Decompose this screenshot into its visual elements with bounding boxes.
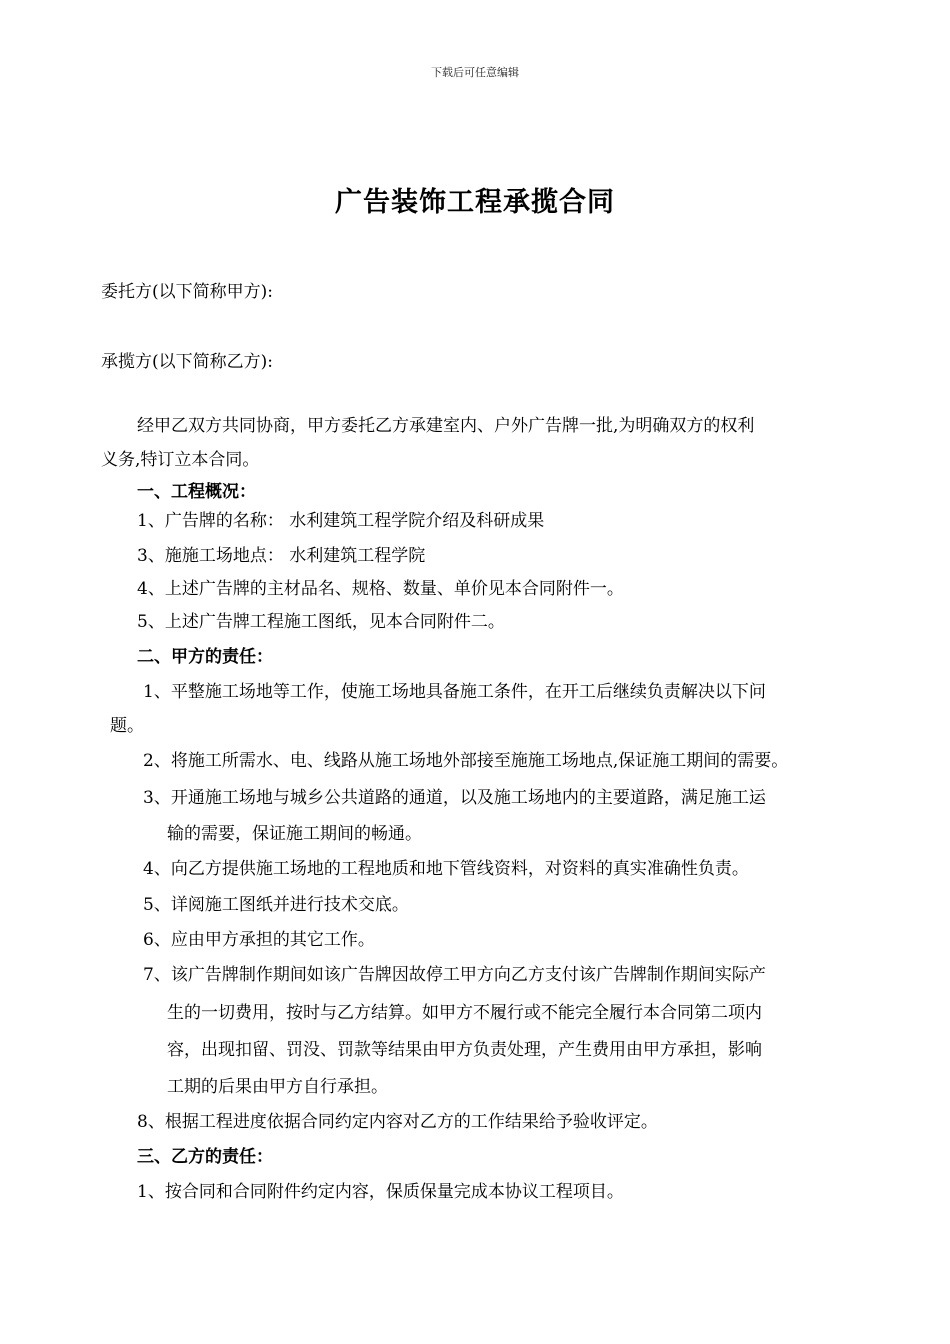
- section2-item-2: 2、将施工所需水、电、线路从施工场地外部接至施施工场地点,保证施工期间的需要。: [143, 751, 789, 771]
- party-b-line: 承揽方(以下简称乙方):: [101, 352, 273, 372]
- section1-item-5: 5、上述广告牌工程施工图纸，见本合同附件二。: [137, 612, 505, 632]
- section2-item-1-line-2: 题。: [110, 716, 144, 736]
- section3-heading: 三、乙方的责任：: [137, 1147, 273, 1167]
- section2-item-5: 5、详阅施工图纸并进行技术交底。: [143, 895, 409, 915]
- section2-item-8: 8、根据工程进度依据合同约定内容对乙方的工作结果给予验收评定。: [137, 1112, 658, 1132]
- section2-item-7-line-4: 工期的后果由甲方自行承担。: [167, 1077, 388, 1097]
- header-note: 下载后可任意编辑: [431, 66, 519, 79]
- section1-item-3: 3、施施工场地点： 水利建筑工程学院: [137, 546, 426, 566]
- intro-paragraph-line-1: 经甲乙双方共同协商，甲方委托乙方承建室内、户外广告牌一批,为明确双方的权利: [137, 416, 755, 436]
- section2-item-7-line-1: 7、该广告牌制作期间如该广告牌因故停工甲方向乙方支付该广告牌制作期间实际产: [143, 965, 766, 985]
- section2-item-3-line-2: 输的需要，保证施工期间的畅通。: [167, 824, 422, 844]
- section2-item-7-line-2: 生的一切费用，按时与乙方结算。如甲方不履行或不能完全履行本合同第二项内: [167, 1003, 762, 1023]
- section2-item-3-line-1: 3、开通施工场地与城乡公共道路的通道，以及施工场地内的主要道路，满足施工运: [143, 788, 766, 808]
- section1-item-4: 4、上述广告牌的主材品名、规格、数量、单价见本合同附件一。: [137, 579, 624, 599]
- intro-paragraph-line-2: 义务,特订立本合同。: [101, 450, 260, 470]
- section2-item-1-line-1: 1、平整施工场地等工作，使施工场地具备施工条件，在开工后继续负责解决以下问: [143, 682, 766, 702]
- section3-item-1: 1、按合同和合同附件约定内容，保质保量完成本协议工程项目。: [137, 1182, 624, 1202]
- party-a-line: 委托方(以下简称甲方):: [101, 282, 273, 302]
- section1-heading: 一、工程概况：: [137, 482, 256, 502]
- document-title: 广告装饰工程承揽合同: [335, 187, 615, 218]
- section2-heading: 二、甲方的责任：: [137, 647, 273, 667]
- section2-item-7-line-3: 容，出现扣留、罚没、罚款等结果由甲方负责处理，产生费用由甲方承担，影响: [167, 1040, 762, 1060]
- section1-item-1: 1、广告牌的名称： 水利建筑工程学院介绍及科研成果: [137, 511, 545, 531]
- section2-item-4: 4、向乙方提供施工场地的工程地质和地下管线资料，对资料的真实准确性负责。: [143, 859, 749, 879]
- section2-item-6: 6、应由甲方承担的其它工作。: [143, 930, 375, 950]
